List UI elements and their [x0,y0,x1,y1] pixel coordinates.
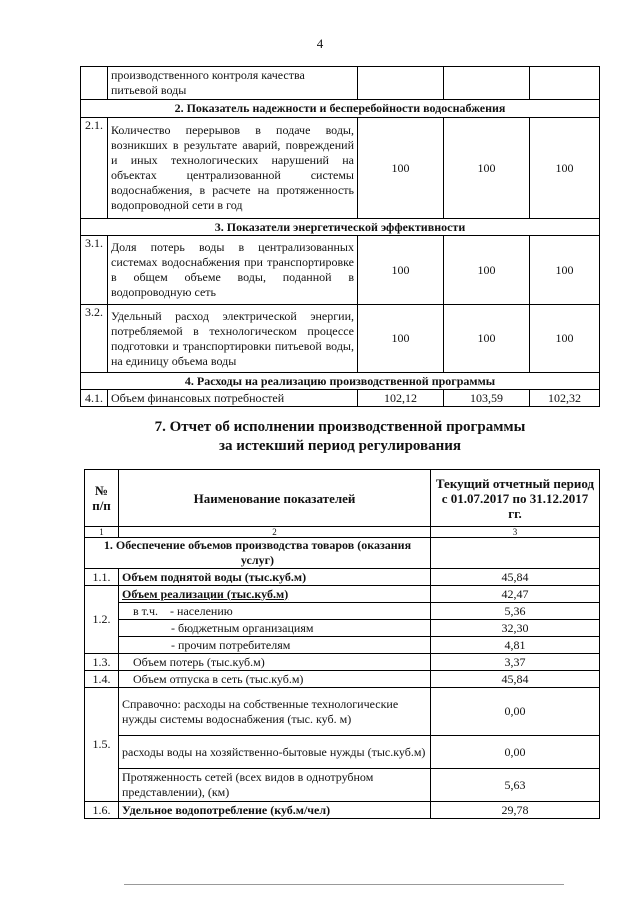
value-cell: 100 [530,236,600,305]
indicator-name: - населению [170,603,233,618]
table-row [85,603,600,620]
value-cell: 102,12 [358,390,444,407]
page-number: 4 [316,36,324,51]
table-row [85,802,600,819]
value-cell: 100 [530,305,600,373]
value-cell: 102,32 [530,390,600,407]
table-row [85,736,600,769]
indicator-name: Протяженность сетей (всех видов в однотрубном представлении), (км) [119,769,431,802]
table-row [81,236,600,305]
indicator-name: Объем реализации (тыс.куб.м) [119,586,431,603]
title-line-2: за истекший период регулирования [218,438,462,454]
table-row [85,654,600,671]
table-row [81,118,600,219]
section-3-title: 3. Показатели энергетической эффективности [81,219,600,236]
section-header [81,219,600,236]
header-row [85,470,600,527]
prefix-label: в т.ч. [133,603,159,618]
table-row [85,769,600,802]
table-row [85,637,600,654]
indicator-name: Объем финансовых потребностей [108,390,358,407]
value-cell: 4,81 [431,637,600,654]
value-cell: 29,78 [431,802,600,819]
indicator-name: расходы воды на хозяйственно-бытовые нужды (тыс.куб.м) [119,736,431,769]
value-cell: 100 [444,236,530,305]
table-row [85,671,600,688]
value-cell: 0,00 [431,688,600,736]
indicator-name: Объем потерь (тыс.куб.м) [119,654,431,671]
value-cell: 32,30 [431,620,600,637]
table-row [81,67,600,100]
row-number: 1.3. [85,654,119,671]
indicator-name: Удельный расход электрической энергии, потребляемой в технологическом процессе подготовки и транспортировки питьевой воды, на единицу объема воды [108,305,358,373]
row-number: 3.2. [81,305,108,373]
row-number: 1.1. [85,569,119,586]
section-1-title: 1. Обеспечение объемов производства товаров (оказания услуг) [85,538,431,569]
section-header [81,100,600,118]
row-number: 4.1. [81,390,108,407]
value-cell: 100 [444,118,530,219]
value-cell: 100 [358,118,444,219]
section-2-title: 2. Показатель надежности и бесперебойности водоснабжения [81,100,600,118]
column-header-number: № п/п [85,470,119,527]
table-row [81,390,600,407]
indicator-name: производственного контроля качества питьевой воды [108,67,358,100]
section-header [85,538,600,569]
value-cell: 103,59 [444,390,530,407]
indicator-name: Количество перерывов в подаче воды, возникших в результате аварий, повреждений и иных технологических нарушений на объектах централизованной системы водоснабжения, в расчете на протяженность водопроводной сети в год [108,118,358,219]
value-cell: 42,47 [431,586,600,603]
row-number: 1.4. [85,671,119,688]
indicator-name: - бюджетным организациям [119,620,431,637]
indicator-name: Удельное водопотребление (куб.м/чел) [119,802,431,819]
table-row [85,688,600,736]
row-number: 1.2. [85,586,119,654]
value-cell: 100 [358,305,444,373]
table-row [81,305,600,373]
indicators-table [80,66,600,407]
row-number: 1.5. [85,688,119,802]
program-report-table [84,469,600,819]
table-row [85,569,600,586]
footer-line [124,884,564,885]
row-number: 1.6. [85,802,119,819]
section-header [81,373,600,390]
value-cell: 45,84 [431,671,600,688]
value-cell: 5,63 [431,769,600,802]
indicator-name: Объем отпуска в сеть (тыс.куб.м) [119,671,431,688]
table-row [85,586,600,603]
column-header-value: Текущий отчетный период с 01.07.2017 по 31.12.2017 гг. [431,470,600,527]
value-cell: 100 [358,236,444,305]
index-row: 1 2 3 [85,527,600,538]
value-cell: 100 [530,118,600,219]
indicator-name: Справочно: расходы на собственные технологические нужды системы водоснабжения (тыс. куб. м) [119,688,431,736]
indicator-name: - прочим потребителям [119,637,431,654]
indicator-name: Доля потерь воды в централизованных системах водоснабжения при транспортировке в общем объеме воды, поданной в водопроводную сеть [108,236,358,305]
section-7-title [0,418,640,456]
table-row [85,620,600,637]
title-line-1: 7. Отчет об исполнении производственной программы [154,419,526,435]
section-4-title: 4. Расходы на реализацию производственной программы [81,373,600,390]
column-header-name: Наименование показателей [119,470,431,527]
row-number: 2.1. [81,118,108,219]
indicator-name: Объем поднятой воды (тыс.куб.м) [119,569,431,586]
row-number: 3.1. [81,236,108,305]
value-cell: 5,36 [431,603,600,620]
value-cell: 3,37 [431,654,600,671]
value-cell: 100 [444,305,530,373]
value-cell: 45,84 [431,569,600,586]
value-cell: 0,00 [431,736,600,769]
